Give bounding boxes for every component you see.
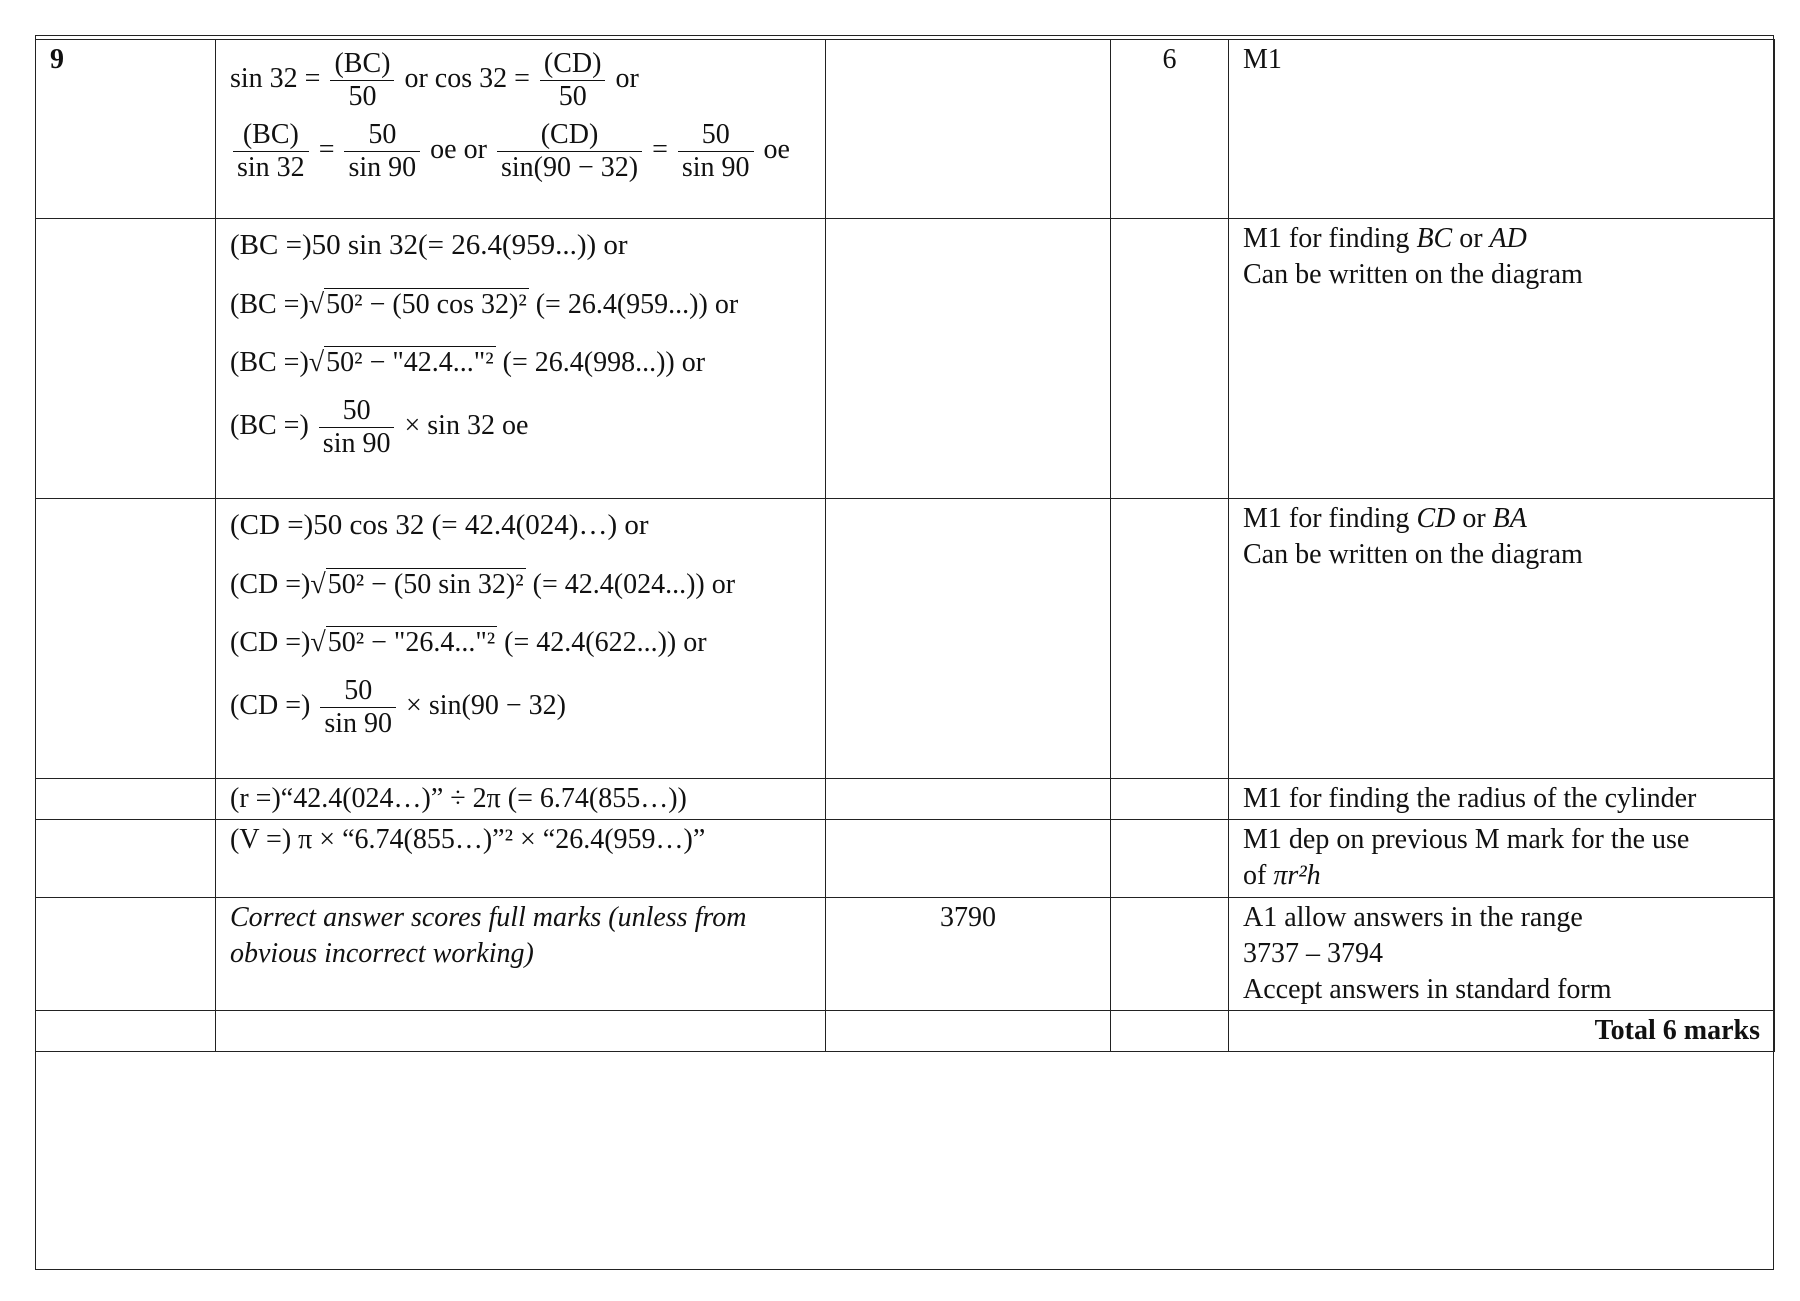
working-cell: (V =) π × “6.74(855…)”² × “26.4(959…)”	[216, 820, 826, 898]
working-line: (BC =)50 sin 32(= 26.4(959...)) or	[230, 229, 628, 261]
total-marks: Total 6 marks	[1229, 1011, 1775, 1052]
fraction: $\frac{(CD)}{50}$	[540, 48, 606, 113]
question-cell	[36, 219, 216, 499]
marks-cell	[1111, 499, 1229, 779]
notes-cell: M1	[1229, 40, 1775, 219]
question-cell	[36, 820, 216, 898]
working-cell	[216, 1011, 826, 1052]
working-line: (BC =)√50² − "42.4..."² (= 26.4(998...)) or	[230, 347, 706, 378]
working-line: (CD =)√50² − "26.4..."² (= 42.4(622...)) or	[230, 627, 707, 658]
working-line: sin 32 = $\frac{(BC)}{50}$ or cos 32 = $\frac{(CD)}{50}$ or	[230, 48, 639, 112]
working-line: (CD =)√50² − (50 sin 32)² (= 42.4(024...)) or	[230, 569, 736, 600]
working-cell: Correct answer scores full marks (unless from obvious incorrect working)	[216, 898, 826, 1011]
marks-cell	[1111, 820, 1229, 898]
notes-cell: M1 for finding the radius of the cylinder	[1229, 779, 1775, 820]
question-cell	[36, 898, 216, 1011]
answer-cell	[826, 499, 1111, 779]
fraction: $\frac{50}{\sin 90}$	[678, 119, 754, 184]
answer-cell	[826, 1011, 1111, 1052]
fraction: $\frac{50}{\sin 90}$	[344, 119, 420, 184]
question-number: 9	[36, 40, 216, 219]
working-cell	[216, 219, 826, 499]
answer-cell	[826, 219, 1111, 499]
question-cell	[36, 1011, 216, 1052]
fraction: $\frac{(BC)}{\sin 32}$	[233, 119, 309, 184]
notes-cell: M1 for finding CD or BA Can be written on the diagram	[1229, 499, 1775, 779]
marks-cell: 6	[1111, 40, 1229, 219]
working-cell: (r =)“42.4(024…)” ÷ 2π (= 6.74(855…))	[216, 779, 826, 820]
table-row	[36, 219, 1775, 499]
fraction: $\frac{(BC)}{50}$	[330, 48, 394, 113]
notes-cell: A1 allow answers in the range 3737 – 3794 Accept answers in standard form	[1229, 898, 1775, 1011]
fraction: $\frac{(CD)}{\sin(90 - 32)}$	[497, 119, 642, 184]
marks-cell	[1111, 898, 1229, 1011]
final-answer: 3790	[826, 898, 1111, 1011]
working-line: (CD =)50 cos 32 (= 42.4(024)…) or	[230, 509, 649, 541]
marks-cell	[1111, 779, 1229, 820]
working-line: (BC =) $\frac{50}{\sin 90}$ × sin 32 oe	[230, 395, 529, 459]
notes-cell: M1 dep on previous M mark for the use of πr²h	[1229, 820, 1775, 898]
answer-cell	[826, 820, 1111, 898]
mark-scheme-table	[35, 39, 1775, 1052]
table-row	[36, 40, 1775, 219]
answer-cell	[826, 779, 1111, 820]
working-line: (CD =) $\frac{50}{\sin 90}$ × sin(90 − 32)	[230, 675, 566, 739]
table-row	[36, 1011, 1775, 1052]
fraction: $\frac{50}{\sin 90}$	[319, 395, 395, 460]
fraction: $\frac{50}{\sin 90}$	[320, 675, 396, 740]
table-row	[36, 898, 1775, 1011]
answer-cell	[826, 40, 1111, 219]
notes-cell: M1 for finding BC or AD Can be written on the diagram	[1229, 219, 1775, 499]
table-row	[36, 499, 1775, 779]
working-line: (BC =)√50² − (50 cos 32)² (= 26.4(959...)) or	[230, 289, 739, 320]
question-cell	[36, 499, 216, 779]
marks-cell	[1111, 1011, 1229, 1052]
table-row	[36, 820, 1775, 898]
table-row	[36, 779, 1775, 820]
question-cell	[36, 779, 216, 820]
working-cell	[216, 499, 826, 779]
working-line: $\frac{(BC)}{\sin 32}$ = $\frac{50}{\sin 90}$ oe or $\frac{(CD)}{\sin(90 - 32)}$ = $\frac{50}{\sin 90}$ oe	[230, 119, 811, 184]
marks-cell	[1111, 219, 1229, 499]
working-cell	[216, 40, 826, 219]
